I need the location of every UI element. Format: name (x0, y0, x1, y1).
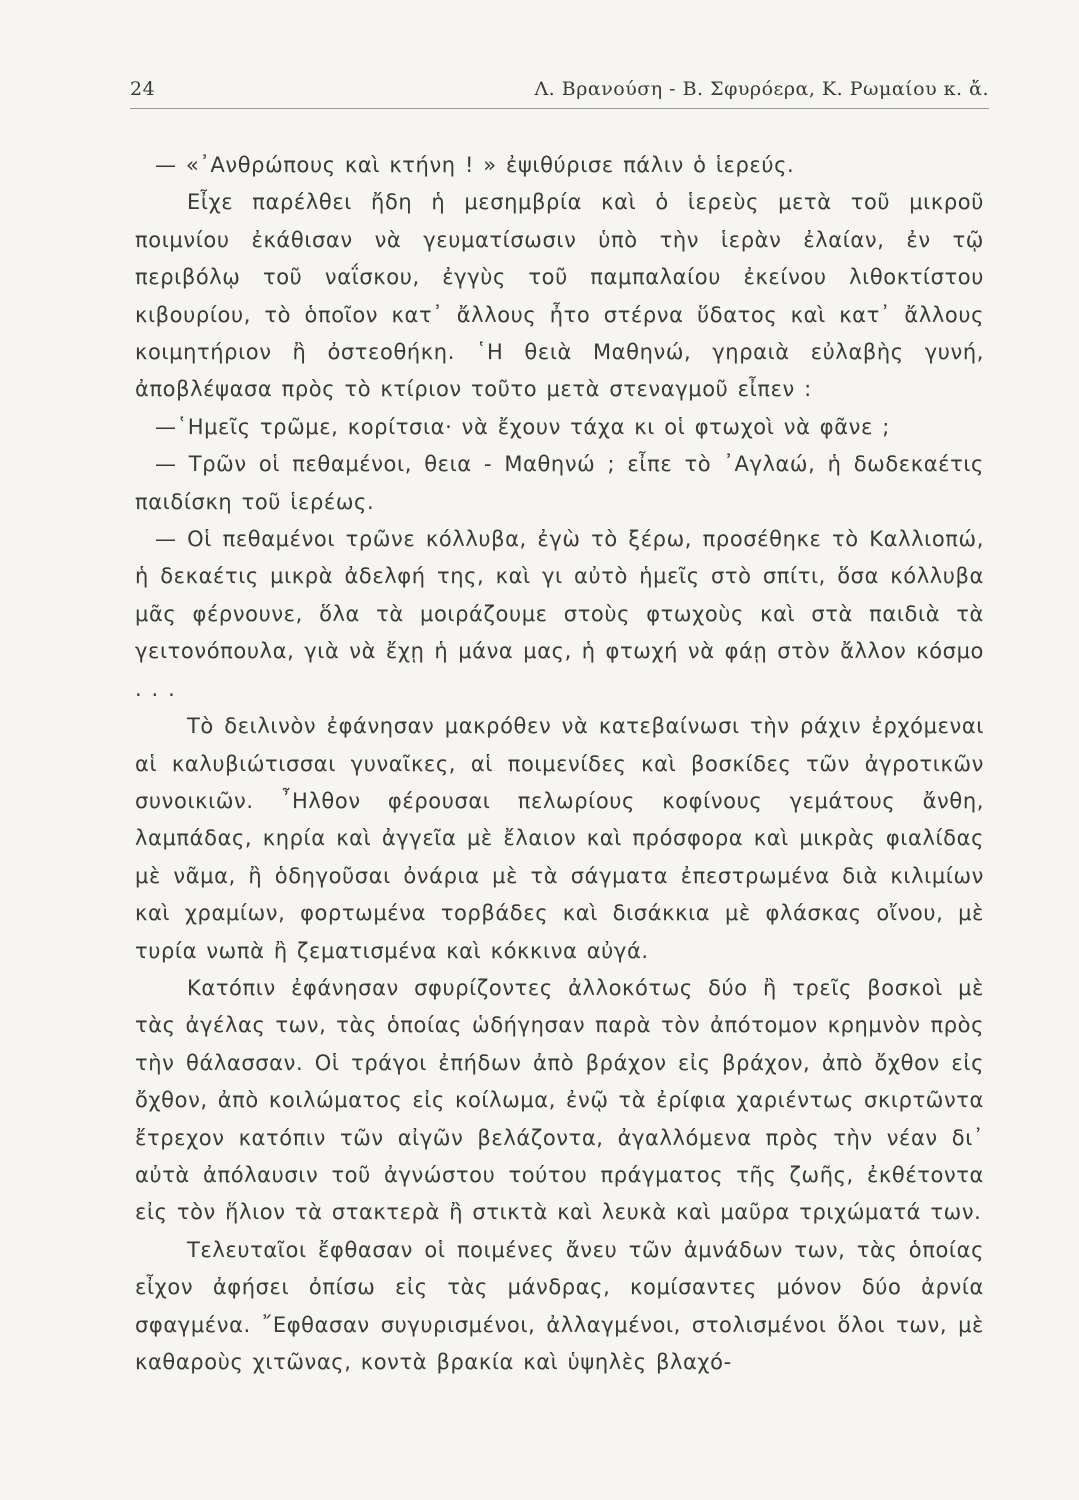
running-header (130, 78, 989, 109)
paragraph: Τὸ δειλινὸν ἐφάνησαν μακρόθεν νὰ κατεβαίνωσι τὴν ράχιν ἐρχόμεναι αἱ καλυβιώτισσαι γυναῖκες, αἱ ποιμενίδες καὶ βοσκίδες τῶν ἀγροτικῶν συνοικιῶν. ῏Ηλθον φέρουσαι πελωρίους κοφίνους γεμάτους ἄνθη, λαμπάδας, κηρία καὶ ἀγγεῖα μὲ ἔλαιον καὶ πρόσφορα καὶ μικρὰς φιαλίδας μὲ νᾶμα, ἢ ὁδηγοῦσαι ὀνάρια μὲ τὰ σάγματα ἐπεστρωμένα διὰ κιλιμίων καὶ χραμίων, φορτωμένα τορβάδες καὶ δισάκκια μὲ φλάσκας οἴνου, μὲ τυρία νωπὰ ἢ ζεματισμένα καὶ κόκκινα αὐγά. (135, 714, 984, 963)
paragraph: —῾Ημεῖς τρῶμε, κορίτσια· νὰ ἔχουν τάχα κι οἱ φτωχοὶ νὰ φᾶνε ; (155, 414, 890, 439)
paragraph: — «᾿Ανθρώπους καὶ κτήνη ! » ἐψιθύρισε πάλιν ὁ ἱερεύς. (155, 153, 795, 177)
running-title: Λ. Βρανούση - Β. Σφυρόερα, Κ. Ρωμαίου κ. ἄ. (534, 78, 989, 100)
body-text (135, 147, 984, 1381)
paragraph: — Οἱ πεθαμένοι τρῶνε κόλλυβα, ἐγὼ τὸ ξέρω, προσέθηκε τὸ Καλλιοπώ, ἡ δεκαέτις μικρὰ ἀδελφή της, καὶ γι αὐτὸ ἡμεῖς στὸ σπίτι, ὅσα κόλλυβα μᾶς φέρνουνε, ὅλα τὰ μοιράζουμε στοὺς φτωχοὺς καὶ στὰ παιδιὰ τὰ γειτονόπουλα, γιὰ νὰ ἔχῃ ἡ μάνα μας, ἡ φτωχή νὰ φάῃ στὸν ἄλλον κόσμο . . . (135, 527, 984, 701)
paragraph: — Τρῶν οἱ πεθαμένοι, θεια - Μαθηνώ ; εἶπε τὸ ᾿Αγλαώ, ἡ δωδεκαέτις παιδίσκη τοῦ ἱερέως. (135, 452, 984, 514)
paragraph: Κατόπιν ἐφάνησαν σφυρίζοντες ἀλλοκότως δύο ἢ τρεῖς βοσκοὶ μὲ τὰς ἀγέλας των, τὰς ὁποίας ὡδήγησαν παρὰ τὸν ἀπότομον κρημνὸν πρὸς τὴν θάλασσαν. Οἱ τράγοι ἐπήδων ἀπὸ βράχον εἰς βράχον, ἀπὸ ὄχθον εἰς ὄχθον, ἀπὸ κοιλώματος εἰς κοίλωμα, ἐνῷ τὰ ἐρίφια χαριέντως σκιρτῶντα ἔτρεχον κατόπιν τῶν αἰγῶν βελάζοντα, ἀγαλλόμενα πρὸς τὴν νέαν δι᾿ αὐτὰ ἀπόλαυσιν τοῦ ἀγνώστου τούτου πράγματος τῆς ζωῆς, ἐκθέτοντα εἰς τὸν ἥλιον τὰ στακτερὰ ἢ στικτὰ καὶ λευκὰ καὶ μαῦρα τριχώματά των. (135, 975, 984, 1225)
paragraph: Τελευταῖοι ἔφθασαν οἱ ποιμένες ἄνευ τῶν ἀμνάδων των, τὰς ὁποίας εἶχον ἀφήσει ὀπίσω εἰς τὰς μάνδρας, κομίσαντες μόνον δύο ἀρνία σφαγμένα. ῎Εφθασαν συγυρισμένοι, ἀλλαγμένοι, στολισμένοι ὅλοι των, μὲ καθαροὺς χιτῶνας, κοντὰ βρακία καὶ ὑψηλὲς βλαχό- (135, 1237, 984, 1374)
paragraph: Εἶχε παρέλθει ἤδη ἡ μεσημβρία καὶ ὁ ἱερεὺς μετὰ τοῦ μικροῦ ποιμνίου ἐκάθισαν νὰ γευματίσωσιν ὑπὸ τὴν ἱερὰν ἐλαίαν, ἐν τῷ περιβόλῳ τοῦ ναΐσκου, ἐγγὺς τοῦ παμπαλαίου ἐκείνου λιθοκτίστου κιβουρίου, τὸ ὁποῖον κατ᾿ ἄλλους ἦτο στέρνα ὕδατος καὶ κατ᾿ ἄλλους κοιμητήριον ἢ ὀστεοθήκη. ῾Η θειὰ Μαθηνώ, γηραιὰ εὐλαβὴς γυνή, ἀποβλέψασα πρὸς τὸ κτίριον τοῦτο μετὰ στεναγμοῦ εἶπεν : (135, 190, 984, 402)
page-number: 24 (130, 78, 156, 100)
